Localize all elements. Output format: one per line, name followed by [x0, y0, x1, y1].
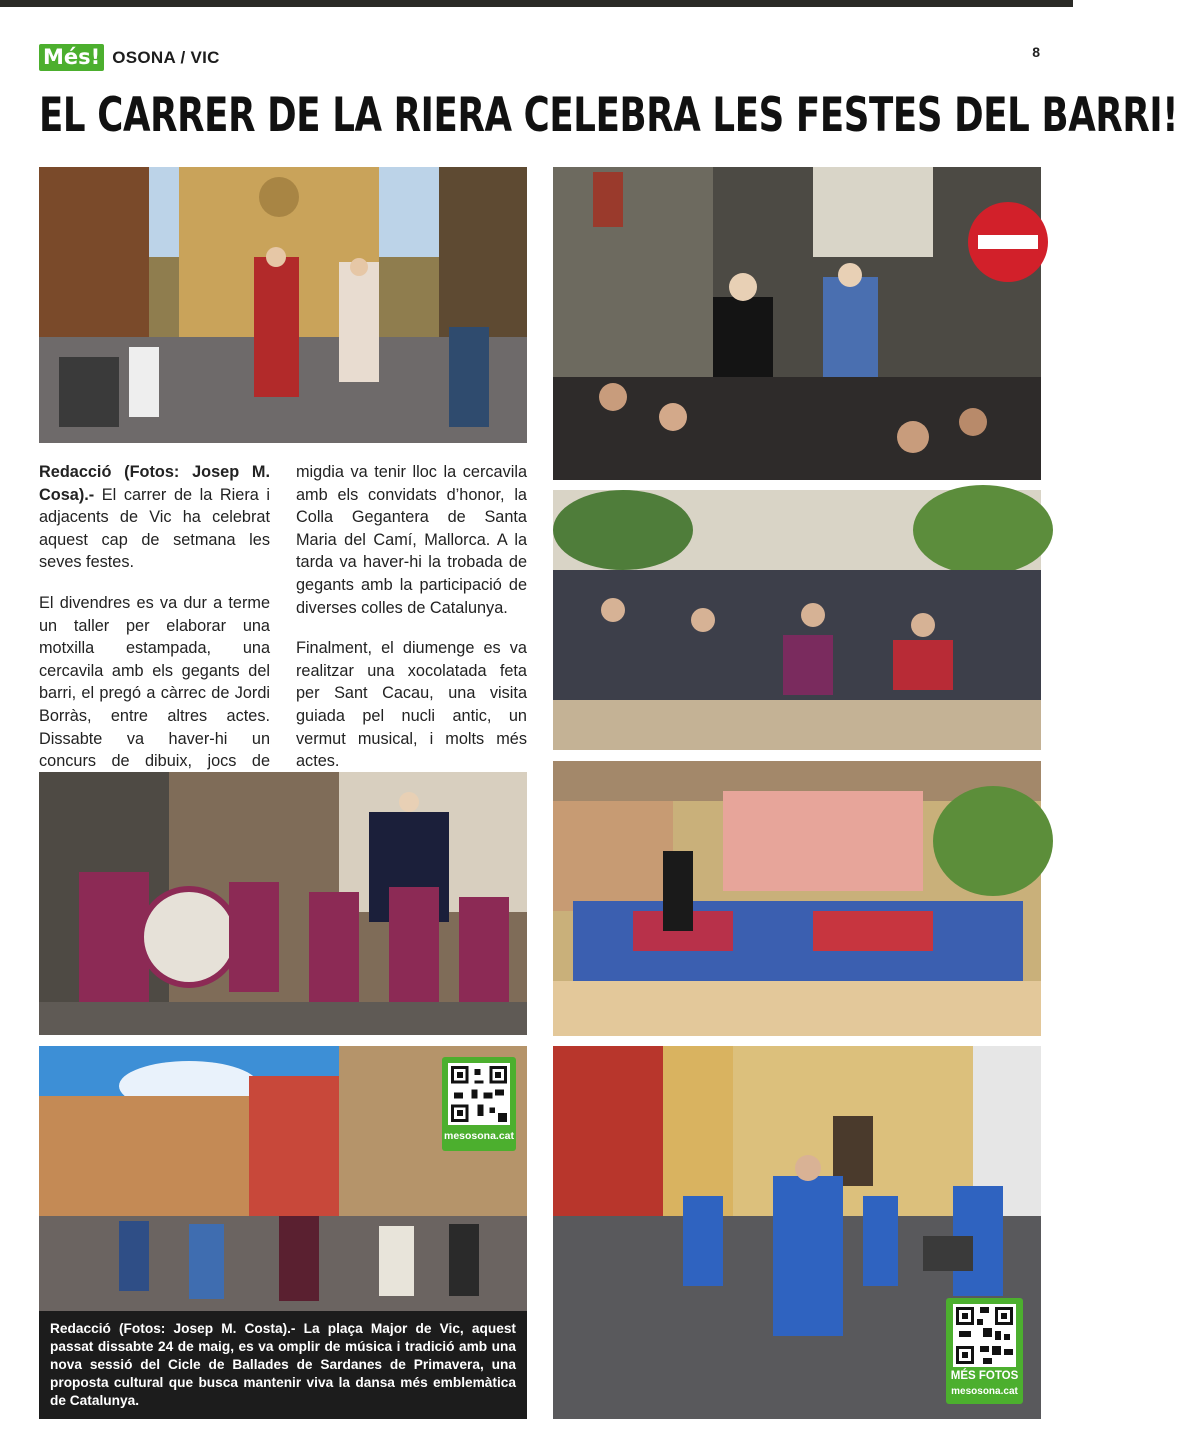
qr-label: mesosona.cat — [443, 1130, 515, 1142]
photo-drummers — [39, 772, 527, 1035]
headline: EL CARRER DE LA RIERA CELEBRA LES FESTES DEL BARRI! — [39, 88, 1178, 143]
section-label: OSONA / VIC — [112, 47, 220, 67]
article-paragraph: El carrer de la Riera i adjacents de Vic ha celebrat aquest cap de setmana les seves festes. — [39, 485, 270, 572]
qr-code-mesosona[interactable] — [442, 1057, 516, 1151]
qr-code-icon — [448, 1063, 510, 1125]
sardana-caption: Redacció (Fotos: Josep M. Costa).- La plaça Major de Vic, aquest passat dissabte 24 de maig, es va omplir de música i tradició amb una nova sessió del Cicle de Ballades de Sardanes de Primavera, una proposta cultural que busca mantenir viva la dansa més emblemàtica de Catalunya. — [39, 1311, 527, 1419]
photo-giants-church-street — [39, 167, 527, 443]
article-paragraph: migdia va tenir lloc la cercavila amb els convidats d’honor, la Colla Gegantera de Santa Maria del Camí, Mallorca. A la tarda va haver-hi la trobada de gegants amb la participació de diverses colles de Catalunya. — [296, 463, 527, 617]
top-rule — [0, 0, 1073, 7]
section-header — [39, 44, 220, 71]
photo-giants-crowd — [553, 167, 1041, 480]
article-column-2 — [296, 461, 527, 791]
qr-label-bottom: mesosona.cat — [951, 1386, 1018, 1397]
qr-code-mes-fotos[interactable] — [946, 1298, 1023, 1404]
photo-seated-audience — [553, 490, 1041, 750]
mes-logo: Més! — [39, 44, 104, 71]
photo-group-square — [553, 761, 1041, 1036]
article-byline: Redacció (Fotos: Josep M. Cosa).- — [39, 463, 270, 504]
page-number: 8 — [1032, 44, 1040, 60]
qr-label-top: MÉS FOTOS — [950, 1370, 1019, 1382]
qr-code-icon — [953, 1304, 1016, 1367]
article-paragraph: Finalment, el diumenge es va realitzar una xocolatada feta per Sant Cacau, una visita guiada pel nucli antic, un vermut musical, i molts més actes. — [296, 639, 527, 771]
article-paragraph: El divendres es va dur a terme un taller per elaborar una motxilla estampada, una cercavila amb els gegants del barri, el pregó a càrrec de Jordi Borràs, entre altres actes. Dissabte va haver-hi un concurs de dibuix, jocs de — [39, 593, 270, 771]
article-column-1 — [39, 461, 270, 813]
